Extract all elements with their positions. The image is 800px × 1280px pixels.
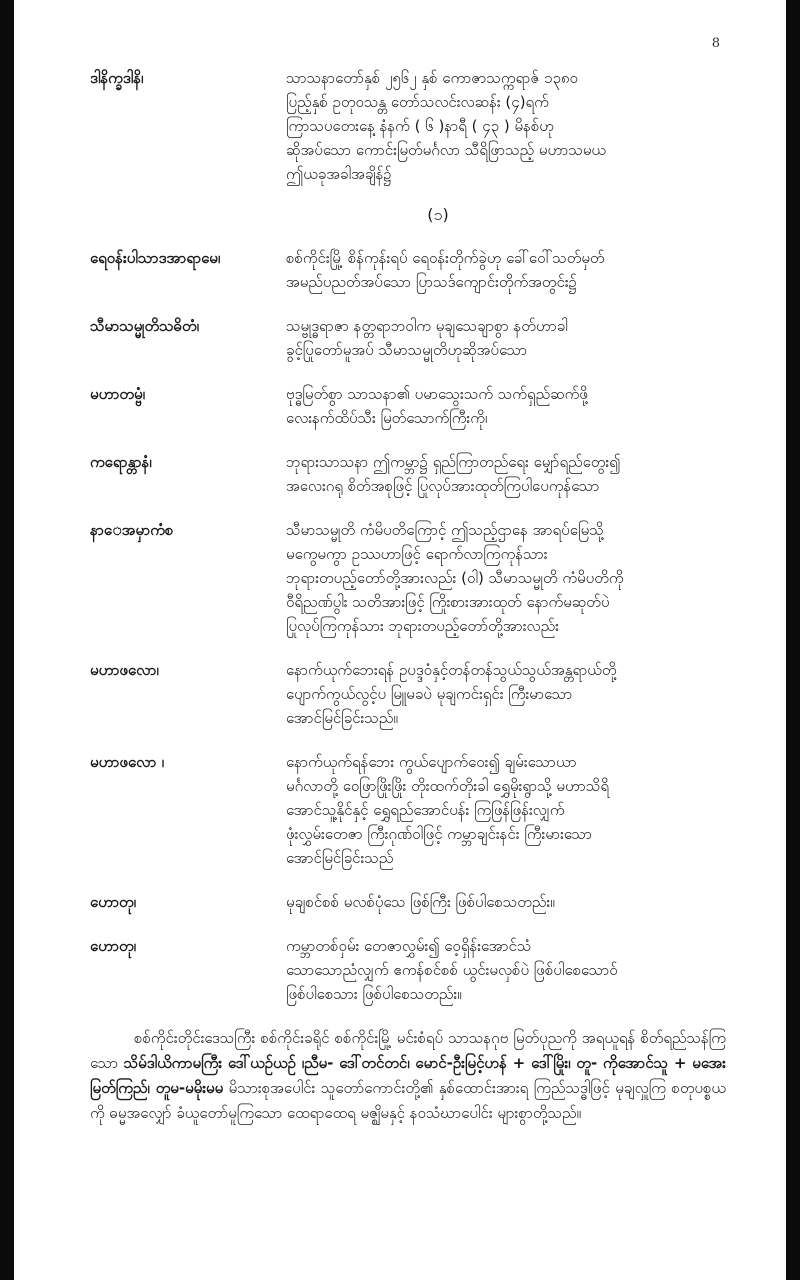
entry-term: မဟာဖလော၊ [90,661,159,679]
entry-definition [286,314,726,362]
entry-definition [286,66,726,186]
definition-line: ဖြစ်ပါစေသား ဖြစ်ပါစေသတည်း။ [286,985,462,1003]
entry-term: ဟောတု၊ [90,937,136,955]
definition-line: အလေးဂရု စိတ်အစုဖြင့် ပြုလုပ်အားထုတ်ကြပါပေကုန်သော [286,477,600,495]
definition-line: ကြာသပတေးနေ့ နံနက် ( ၆ )နာရီ ( ၄၃ ) မိနစ်ဟု [286,117,554,135]
entry-row [90,658,726,730]
entry-definition [286,750,726,870]
definition-line: မုချစင်စစ် မလစ်ပုံသေ ဖြစ်ကြီး ဖြစ်ပါစေသတည်း။ [286,893,555,911]
definition-line: ဘုရားတပည့်တော်တို့အားလည်း (ဝါ) သီမာသမ္မုတိ ကံမိပတိကို [286,569,624,587]
entry-row [90,750,726,870]
page-content [90,66,726,1141]
definition-line: အောင်မြင်ခြင်းသည် [286,849,394,867]
definition-line: စစ်ကိုင်းမြို့ စိန်ကုန်းရပ် ရေဝန်းတိုက်ခွဲဟု ခေါ်ဝေါ်သတ်မှတ် [286,249,605,267]
entry-term: မဟာတမ္ဗံ၊ [90,385,145,403]
definition-line: သီမာသမ္မုတိ ကံမိပတိကြောင့် ဤသည့်ဌာနေ အာရပ်မြေသို့ [286,521,604,539]
definition-line: မင်္ဂလာတို့ ဝေဖြာဖြိုးဖြိုး တိုးထက်တိုးခါ ရွှေမိုးရွာသို့ မဟာသိရိ [286,777,609,795]
entry-term: ကရောန္တာနံ၊ [90,453,152,471]
entry-row [90,890,726,914]
definition-line: ခွင့်ပြုတော်မူအပ် သီမာသမ္မုတိဟုဆိုအပ်သော [286,341,528,359]
entry-term: ဒါနိက္ခဒါနိ၊ [90,69,144,87]
entry-definition [286,890,726,914]
definition-line: အောင်မြင်ခြင်းသည်။ [286,709,398,727]
definition-line: ပြုလုပ်ကြကုန်သား ဘုရားတပည့်တော်တို့အားလည်း [286,617,559,635]
document-page [14,0,786,1280]
definition-line: အောင်သူ့နိုင်နှင့် ရွှေရည်အောင်ပန်း ကြဖြန်ဖြန်းလျှက် [286,801,565,819]
entry-row [90,314,726,362]
entry-term: ဟောတု၊ [90,893,136,911]
definition-line: ဤယခုအခါအချိန်၌ [286,165,392,183]
definition-line: ဗုဒ္ဓမြတ်စွာ သာသနာ၏ ပမာသွေးသက် သက်ရှည်ဆက်ဖို့ [286,385,588,403]
definition-line: သမ္ဗုဒ္ဓရာဇာ နတ္တရာဘဝါက မုချသေချာစွာ နတ်ဟာခါ [286,317,568,335]
entry-definition [286,450,726,498]
closing-intro: စစ်ကိုင်းတိုင်းဒေသကြီး စစ်ကိုင်းခရိုင် စစ်ကိုင်းမြို့ မင်းစံရပ် သာသနဂုဗ မြတ်ပုညကို အရယူရန် စိတ်ရည်သန်ကြသော [90,1029,726,1072]
entry-term: နာေအမှာကံစ [90,521,174,539]
definition-line: ပြည့်နှစ် ဥတုဝသန္တ တော်သလင်းလဆန်း (၄)ရက် [286,93,549,111]
page-number: 8 [711,36,720,51]
entry-term: သီမာသမ္မုတိသဓိတံ၊ [90,317,199,335]
definition-line: ဆိုအပ်သော ကောင်းမြတ်မင်္ဂလာ သီရိဖြာသည့် မဟာသမယ [286,141,606,159]
definition-line: သာသနာတော်နှစ် ၂၅၆၂ နှစ် ကောဇာသက္ကရာဇ် ၁၃၈၀ [286,69,578,87]
entries-list [90,246,726,1006]
entry-definition [286,658,726,730]
entry-row [90,518,726,638]
entry-row [90,382,726,430]
entry-row [90,934,726,1006]
entry-term: ရေဝန်းပါသာဒအာရာမေ၊ [90,249,221,267]
definition-line: လေးနက်ထိပ်သီး မြတ်သောက်ကြီးကို၊ [286,409,488,427]
entry-definition [286,934,726,1006]
definition-line: ဘုရားသာသနာ ဤကမ္ဘာ၌ ရှည်ကြာတည်ရေး မျှော်ရည်တွေး၍ [286,453,621,471]
entry-definition [286,518,726,638]
entry-row [90,246,726,294]
definition-line: ကမ္ဘာတစ်ဝှမ်း တေဇာလွှမ်း၍ ဝေ့ရှိန်းအောင်သံ [286,937,532,955]
definition-line: နောက်ယုက်ရန်ဘေး ကွယ်ပျောက်ဝေး၍ ချမ်းသောယာ [286,753,577,771]
entry-row [90,66,726,186]
definition-line: အမည်ပညတ်အပ်သော ပြာသဒ်ကျောင်းတိုက်အတွင်း၌ [286,273,577,291]
closing-donors: သိမ်ဒါယိကာမကြီး ဒေါ်ယဉ်ယဉ် ၊ညီမ- ဒေါ်တင်တင်၊ မောင်-ဦးမြင့်ဟန် + ဒေါ်မြိုး၊ တူ- ကိုအောင်သူ + မအေးမြတ်ကြည်၊ တူမ-မမိုးမမ [90,1054,726,1097]
closing-paragraph [90,1026,726,1126]
entry-row [90,450,726,498]
definition-line: ပျောက်ကွယ်လွင့်ပ မြူမခပဲ မုချကင်းရှင်း ကြီးမာသော [286,685,573,703]
entry-term: မဟာဖလော ၊ [90,753,164,771]
entry-definition [286,246,726,294]
entries-top [90,66,726,186]
definition-line: မကွေမကွာ ဥဿဟာဖြင့် ရောက်လာကြကုန်သား [286,545,548,563]
entry-definition [286,382,726,430]
closing-rest: မိသားစုအပေါင်း သူတော်ကောင်းတို့၏ နှစ်ထောင်းအားရ ကြည်သဒ္ဓါဖြင့် မုချလှူကြ စတုပစ္စယကို ဓမ္မအလျှော် ခံယူတော်မူကြသော ထေရာထေရ မဇ္ဈိမနှင့် နဝသံဃာပေါင်း များစွာတို့သည်။ [90,1079,726,1122]
section-mark: (၁) [427,205,449,224]
definition-line: နောက်ယုက်ဘေးရန် ဥပဒ္ဒဝံနှင့်တန်တန်သွယ်သွယ်အန္တရာယ်တို့ [286,661,617,679]
definition-line: ဖုံးလွှမ်းတေဇာ ကြီးဂုဏ်ဝါဖြင့် ကမ္ဘာချင်းနင်း ကြီးမားသော [286,825,593,843]
definition-line: သောသောညံလျှက် ဧကန်စင်စစ် ယွင်းမလှစ်ပဲ ဖြစ်ပါစေသောဝ် [286,961,618,979]
definition-line: ဝီရိညဏ်ပွါး သတိအားဖြင့် ကြိုးစားအားထုတ် နောက်မဆုတ်ပဲ [286,593,610,611]
